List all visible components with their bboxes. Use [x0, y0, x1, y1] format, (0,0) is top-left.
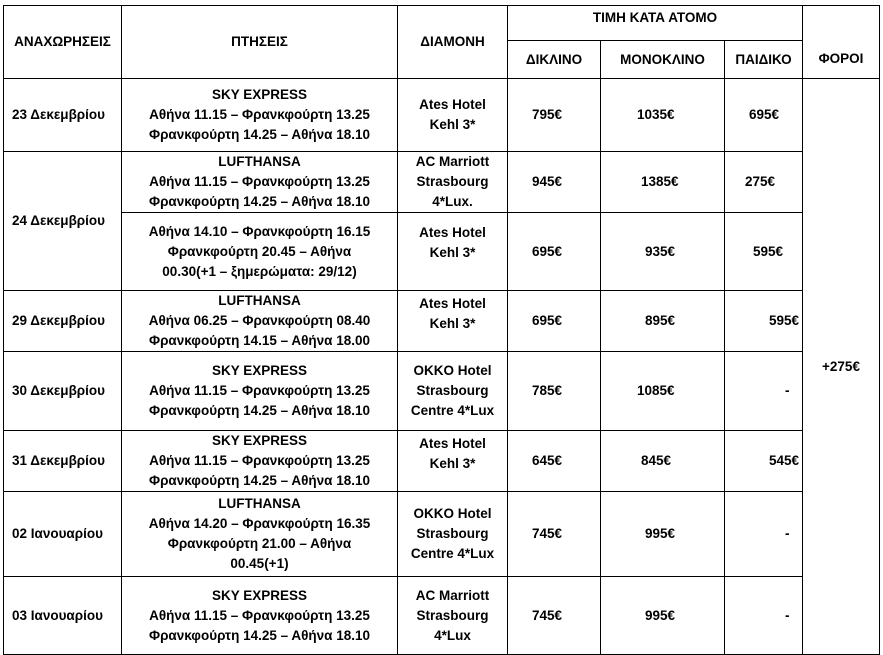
flight-cell — [122, 213, 398, 291]
hotel-cell — [398, 213, 508, 291]
hotel-location: Strasbourg — [416, 383, 489, 398]
hotel-name: Ates Hotel — [419, 97, 486, 112]
child-header: ΠΑΙΔΙΚΟ — [725, 41, 803, 79]
airline-name: SKY EXPRESS — [211, 363, 308, 378]
accommodation-header: ΔΙΑΜΟΝΗ — [398, 6, 508, 79]
child-price: 595€ — [725, 291, 803, 352]
table-row — [4, 213, 880, 291]
table-row — [4, 291, 880, 352]
single-price: 845€ — [601, 431, 725, 492]
hotel-name: AC Marriott — [415, 587, 490, 603]
outbound-flight: Αθήνα 11.15 – Φρανκφούρτη 13.25 — [149, 383, 370, 398]
flights-header: ΠΤΗΣΕΙΣ — [122, 6, 398, 79]
hotel-cell — [398, 431, 508, 492]
table-row — [4, 577, 880, 655]
single-price: 995€ — [601, 577, 725, 655]
single-price: 935€ — [601, 213, 725, 291]
hotel-cell — [398, 152, 508, 213]
taxes-header-top — [803, 6, 880, 41]
double-price: 795€ — [508, 79, 601, 152]
departure-date: 29 Δεκεμβρίου — [4, 291, 122, 352]
child-price: - — [725, 577, 803, 655]
child-price: - — [725, 352, 803, 431]
single-header: ΜΟΝΟΚΛΙΝΟ — [601, 41, 725, 79]
child-price: 695€ — [725, 79, 803, 152]
return-flight: Φρανκφούρτη 14.25 – Αθήνα 18.10 — [148, 194, 370, 209]
flight-cell — [122, 79, 398, 152]
departure-date: 03 Ιανουαρίου — [4, 577, 122, 655]
double-price: 745€ — [508, 492, 601, 577]
single-price: 1035€ — [601, 79, 725, 152]
outbound-flight: Αθήνα 14.10 – Φρανκφούρτη 16.15 — [148, 223, 371, 239]
hotel-name: Ates Hotel — [419, 225, 486, 240]
arrival-note: 00.45(+1) — [230, 556, 289, 571]
departure-date: 24 Δεκεμβρίου — [4, 152, 122, 291]
double-price: 695€ — [508, 213, 601, 291]
return-flight: Φρανκφούρτη 14.25 – Αθήνα 18.10 — [148, 127, 370, 142]
double-price: 695€ — [508, 291, 601, 352]
single-price: 895€ — [601, 291, 725, 352]
table-row — [4, 431, 880, 492]
hotel-cell — [398, 79, 508, 152]
hotel-category: Centre 4*Lux — [410, 546, 495, 561]
single-price: 1085€ — [601, 352, 725, 431]
outbound-flight: Αθήνα 11.15 – Φρανκφούρτη 13.25 — [149, 107, 370, 122]
hotel-cell — [398, 291, 508, 352]
hotel-location: Strasbourg — [416, 607, 489, 623]
hotel-name: Ates Hotel — [419, 296, 486, 311]
outbound-flight: Αθήνα 11.15 – Φρανκφούρτη 13.25 — [149, 607, 370, 623]
departure-date: 23 Δεκεμβρίου — [4, 79, 122, 152]
child-price: 545€ — [725, 431, 803, 492]
return-flight: Φρανκφούρτη 20.45 – Αθήνα — [167, 243, 352, 259]
flight-cell — [122, 577, 398, 655]
hotel-name: AC Marriott — [415, 154, 490, 169]
taxes-header: ΦΟΡΟΙ — [803, 41, 880, 79]
table-row — [4, 152, 880, 213]
hotel-cell — [398, 492, 508, 577]
return-flight: Φρανκφούρτη 14.15 – Αθήνα 18.00 — [148, 333, 370, 348]
flight-cell — [122, 352, 398, 431]
price-table — [3, 5, 880, 655]
price-per-person-header: ΤΙΜΗ ΚΑΤΑ ΑΤΟΜΟ — [508, 6, 803, 41]
hotel-location: Kehl 3* — [429, 316, 476, 331]
flight-cell — [122, 291, 398, 352]
flight-cell — [122, 492, 398, 577]
taxes-value: +275€ — [803, 79, 880, 655]
departure-date: 02 Ιανουαρίου — [4, 492, 122, 577]
airline-name: LUFTHANSA — [218, 293, 301, 308]
hotel-cell — [398, 352, 508, 431]
child-price: 275€ — [725, 152, 803, 213]
outbound-flight: Αθήνα 14.20 – Φρανκφούρτη 16.35 — [148, 516, 371, 531]
flight-cell — [122, 152, 398, 213]
hotel-location: Kehl 3* — [429, 456, 476, 471]
airline-name: SKY EXPRESS — [211, 433, 308, 448]
hotel-name: OKKO Hotel — [413, 506, 492, 521]
outbound-flight: Αθήνα 11.15 – Φρανκφούρτη 13.25 — [149, 453, 370, 468]
hotel-category: Centre 4*Lux — [410, 403, 495, 418]
hotel-name: Ates Hotel — [419, 436, 486, 451]
double-price: 745€ — [508, 577, 601, 655]
hotel-location: Strasbourg — [416, 526, 489, 541]
hotel-location: Kehl 3* — [429, 117, 476, 132]
flight-cell — [122, 431, 398, 492]
return-flight: Φρανκφούρτη 14.25 – Αθήνα 18.10 — [148, 403, 370, 418]
airline-name: SKY EXPRESS — [211, 87, 308, 102]
hotel-cell — [398, 577, 508, 655]
child-price: 595€ — [725, 213, 803, 291]
double-header: ΔΙΚΛΙΝΟ — [508, 41, 601, 79]
return-flight: Φρανκφούρτη 14.25 – Αθήνα 18.10 — [148, 627, 370, 643]
hotel-name: OKKO Hotel — [413, 363, 492, 378]
return-flight: Φρανκφούρτη 21.00 – Αθήνα — [167, 536, 352, 551]
hotel-category: 4*Lux. — [432, 194, 473, 209]
table-row — [4, 492, 880, 577]
airline-name: LUFTHANSA — [218, 154, 301, 169]
hotel-location: Kehl 3* — [429, 245, 476, 260]
table-row — [4, 79, 880, 152]
table-row — [4, 352, 880, 431]
return-flight: Φρανκφούρτη 14.25 – Αθήνα 18.10 — [148, 473, 370, 488]
departures-header: ΑΝΑΧΩΡΗΣΕΙΣ — [4, 6, 122, 79]
double-price: 645€ — [508, 431, 601, 492]
outbound-flight: Αθήνα 06.25 – Φρανκφούρτη 08.40 — [148, 313, 371, 328]
hotel-location: Strasbourg — [416, 174, 489, 189]
arrival-note: 00.30(+1 – ξημερώματα: 29/12) — [162, 263, 357, 279]
outbound-flight: Αθήνα 11.15 – Φρανκφούρτη 13.25 — [149, 174, 370, 189]
airline-name: SKY EXPRESS — [211, 587, 308, 603]
departure-date: 30 Δεκεμβρίου — [4, 352, 122, 431]
child-price: - — [725, 492, 803, 577]
double-price: 785€ — [508, 352, 601, 431]
single-price: 1385€ — [601, 152, 725, 213]
single-price: 995€ — [601, 492, 725, 577]
departure-date: 31 Δεκεμβρίου — [4, 431, 122, 492]
hotel-category: 4*Lux — [434, 627, 471, 643]
airline-name: LUFTHANSA — [218, 496, 301, 511]
header-row — [4, 6, 880, 41]
double-price: 945€ — [508, 152, 601, 213]
